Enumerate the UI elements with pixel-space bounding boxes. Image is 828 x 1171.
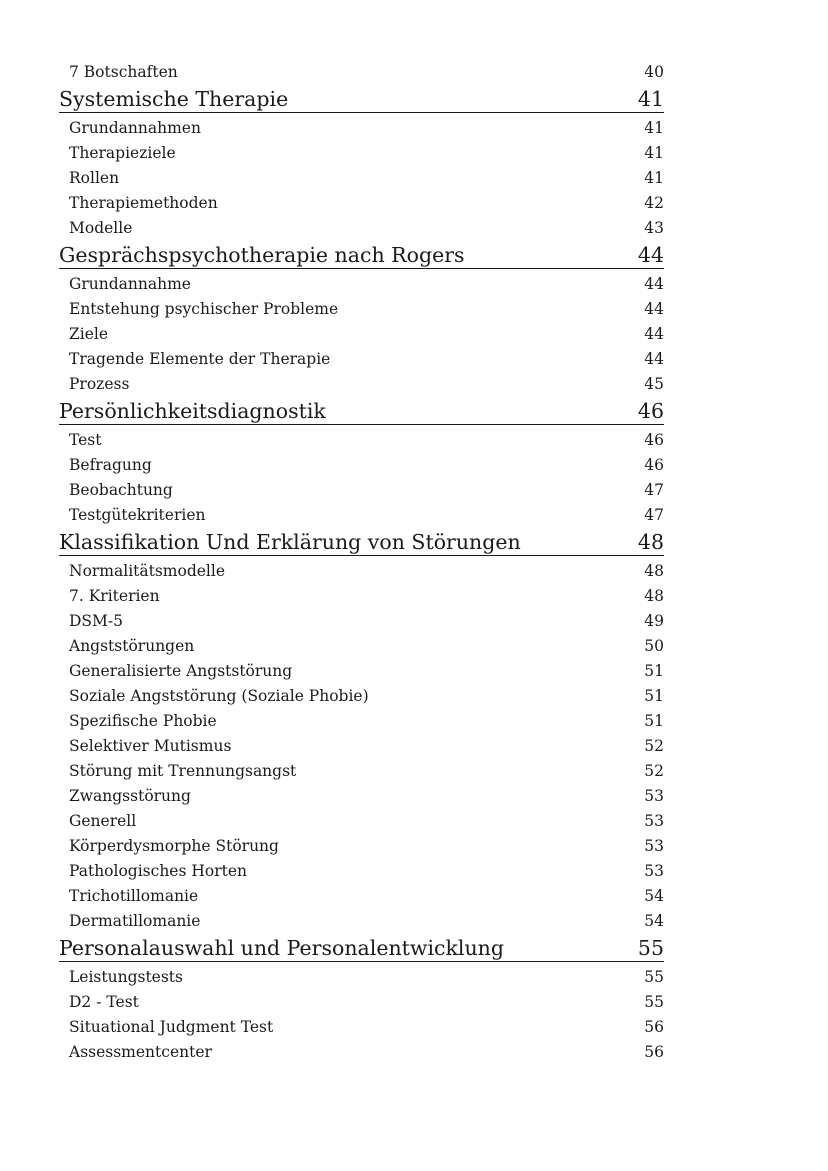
- toc-subsection-entry[interactable]: [59, 191, 664, 216]
- toc-subsection-entry[interactable]: [59, 734, 664, 759]
- toc-subsection-entry[interactable]: [59, 759, 664, 784]
- toc-page-number: 48: [637, 530, 664, 554]
- toc-page-number: 41: [644, 119, 664, 137]
- toc-subsection-entry[interactable]: [59, 709, 664, 734]
- toc-page-number: 54: [644, 912, 664, 930]
- section-underline: [59, 555, 664, 556]
- toc-entry-title: Tragende Elemente der Therapie: [69, 350, 331, 368]
- toc-subsection-entry[interactable]: [59, 347, 664, 372]
- toc-entry-title: Personalauswahl und Personalentwicklung: [59, 936, 504, 960]
- toc-entry-title: Rollen: [69, 169, 120, 187]
- toc-subsection-entry[interactable]: [59, 609, 664, 634]
- toc-entry-title: Therapiemethoden: [69, 194, 218, 212]
- toc-page-number: 54: [644, 887, 664, 905]
- toc-entry-title: Klassifikation Und Erklärung von Störungen: [59, 530, 521, 554]
- toc-page-number: 47: [644, 506, 664, 524]
- toc-subsection-entry[interactable]: [59, 784, 664, 809]
- toc-entry-title: Test: [69, 431, 102, 449]
- toc-subsection-entry[interactable]: [59, 272, 664, 297]
- toc-subsection-entry[interactable]: [59, 990, 664, 1015]
- toc-entry-title: Testgütekriterien: [69, 506, 206, 524]
- toc-page-number: 41: [644, 144, 664, 162]
- toc-entry-title: Selektiver Mutismus: [69, 737, 232, 755]
- toc-page-number: 42: [644, 194, 664, 212]
- toc-page-number: 53: [644, 812, 664, 830]
- toc-entry-title: Prozess: [69, 375, 130, 393]
- toc-subsection-entry[interactable]: [59, 503, 664, 528]
- toc-page-number: 44: [637, 243, 664, 267]
- toc-page-number: 52: [644, 737, 664, 755]
- toc-page-number: 46: [644, 431, 664, 449]
- toc-page-number: 40: [644, 63, 664, 81]
- toc-page-number: 44: [644, 325, 664, 343]
- toc-entry-title: Persönlichkeitsdiagnostik: [59, 399, 326, 423]
- toc-page-number: 44: [644, 300, 664, 318]
- toc-subsection-entry[interactable]: [59, 559, 664, 584]
- toc-subsection-entry[interactable]: [59, 428, 664, 453]
- toc-page-number: 51: [644, 687, 664, 705]
- toc-section-entry[interactable]: [59, 528, 664, 559]
- toc-entry-title: Spezifische Phobie: [69, 712, 217, 730]
- toc-entry-title: Leistungstests: [69, 968, 183, 986]
- toc-subsection-entry[interactable]: [59, 634, 664, 659]
- toc-page-number: 53: [644, 862, 664, 880]
- toc-subsection-entry[interactable]: [59, 297, 664, 322]
- toc-entry-title: Situational Judgment Test: [69, 1018, 274, 1036]
- toc-entry-title: Therapieziele: [69, 144, 176, 162]
- toc-section-entry[interactable]: [59, 85, 664, 116]
- toc-page-number: 43: [644, 219, 664, 237]
- section-underline: [59, 268, 664, 269]
- toc-page-number: 44: [644, 275, 664, 293]
- toc-subsection-entry[interactable]: [59, 965, 664, 990]
- toc-section-entry[interactable]: [59, 241, 664, 272]
- toc-subsection-entry[interactable]: [59, 322, 664, 347]
- toc-page-number: 50: [644, 637, 664, 655]
- toc-subsection-entry[interactable]: [59, 884, 664, 909]
- toc-page-number: 41: [644, 169, 664, 187]
- toc-page-number: 56: [644, 1043, 664, 1061]
- toc-page-number: 55: [644, 968, 664, 986]
- toc-subsection-entry[interactable]: [59, 60, 664, 85]
- toc-subsection-entry[interactable]: [59, 116, 664, 141]
- table-of-contents: [59, 60, 664, 1065]
- toc-entry-title: Generell: [69, 812, 137, 830]
- toc-subsection-entry[interactable]: [59, 1015, 664, 1040]
- toc-page-number: 46: [637, 399, 664, 423]
- toc-subsection-entry[interactable]: [59, 809, 664, 834]
- toc-entry-title: Generalisierte Angststörung: [69, 662, 293, 680]
- toc-subsection-entry[interactable]: [59, 659, 664, 684]
- toc-subsection-entry[interactable]: [59, 166, 664, 191]
- toc-entry-title: Zwangsstörung: [69, 787, 191, 805]
- toc-page-number: 48: [644, 587, 664, 605]
- toc-entry-title: Angststörungen: [69, 637, 195, 655]
- toc-page-number: 53: [644, 787, 664, 805]
- toc-page-number: 47: [644, 481, 664, 499]
- toc-page-number: 55: [637, 936, 664, 960]
- toc-subsection-entry[interactable]: [59, 372, 664, 397]
- toc-entry-title: Entstehung psychischer Probleme: [69, 300, 339, 318]
- toc-page-number: 51: [644, 662, 664, 680]
- toc-page-number: 51: [644, 712, 664, 730]
- toc-page-number: 48: [644, 562, 664, 580]
- toc-entry-title: Normalitätsmodelle: [69, 562, 226, 580]
- toc-subsection-entry[interactable]: [59, 584, 664, 609]
- toc-page-number: 44: [644, 350, 664, 368]
- toc-page-number: 45: [644, 375, 664, 393]
- toc-entry-title: Befragung: [69, 456, 152, 474]
- toc-entry-title: DSM-5: [69, 612, 124, 630]
- toc-entry-title: D2 - Test: [69, 993, 139, 1011]
- toc-subsection-entry[interactable]: [59, 859, 664, 884]
- toc-subsection-entry[interactable]: [59, 216, 664, 241]
- toc-entry-title: Pathologisches Horten: [69, 862, 248, 880]
- toc-entry-title: 7 Botschaften: [69, 63, 178, 81]
- toc-entry-title: Dermatillomanie: [69, 912, 201, 930]
- toc-subsection-entry[interactable]: [59, 684, 664, 709]
- toc-entry-title: Systemische Therapie: [59, 87, 289, 111]
- toc-entry-title: Ziele: [69, 325, 109, 343]
- toc-page-number: 46: [644, 456, 664, 474]
- toc-page-number: 41: [637, 87, 664, 111]
- toc-page-number: 55: [644, 993, 664, 1011]
- toc-page-number: 56: [644, 1018, 664, 1036]
- toc-entry-title: Gesprächspsychotherapie nach Rogers: [59, 243, 465, 267]
- toc-entry-title: Soziale Angststörung (Soziale Phobie): [69, 687, 369, 705]
- toc-subsection-entry[interactable]: [59, 834, 664, 859]
- section-underline: [59, 961, 664, 962]
- toc-page-number: 52: [644, 762, 664, 780]
- toc-entry-title: Grundannahme: [69, 275, 191, 293]
- toc-section-entry[interactable]: [59, 397, 664, 428]
- toc-entry-title: Modelle: [69, 219, 133, 237]
- toc-entry-title: Assessmentcenter: [69, 1043, 212, 1061]
- toc-subsection-entry[interactable]: [59, 453, 664, 478]
- toc-page-number: 53: [644, 837, 664, 855]
- toc-entry-title: 7. Kriterien: [69, 587, 160, 605]
- toc-entry-title: Beobachtung: [69, 481, 173, 499]
- toc-page-number: 49: [644, 612, 664, 630]
- toc-subsection-entry[interactable]: [59, 1040, 664, 1065]
- toc-entry-title: Körperdysmorphe Störung: [69, 837, 279, 855]
- toc-subsection-entry[interactable]: [59, 141, 664, 166]
- toc-subsection-entry[interactable]: [59, 909, 664, 934]
- toc-entry-title: Störung mit Trennungsangst: [69, 762, 297, 780]
- toc-entry-title: Grundannahmen: [69, 119, 201, 137]
- section-underline: [59, 112, 664, 113]
- section-underline: [59, 424, 664, 425]
- toc-subsection-entry[interactable]: [59, 478, 664, 503]
- toc-section-entry[interactable]: [59, 934, 664, 965]
- toc-entry-title: Trichotillomanie: [69, 887, 199, 905]
